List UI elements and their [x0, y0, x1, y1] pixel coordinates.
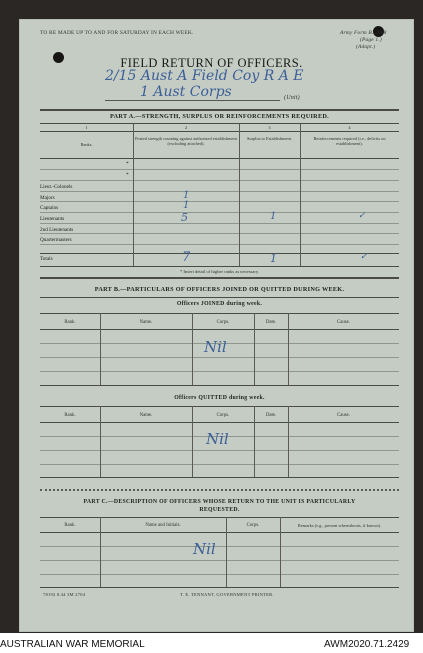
total-surplus: 1 [270, 252, 277, 265]
col-line [239, 124, 240, 266]
col-line [192, 406, 193, 477]
form-adapted: (Adapt.) [356, 44, 376, 50]
divider [40, 329, 399, 330]
row-line [40, 560, 399, 561]
part-a-footnote: * Insert detail of higher ranks as necessary. [179, 269, 260, 274]
row-line [40, 244, 399, 245]
col-name: Name. [139, 413, 153, 418]
quitted-title: Officers QUITTED during week. [174, 395, 265, 401]
total-strength: 7 [182, 250, 191, 265]
divider [40, 587, 399, 588]
col-cause: Cause. [337, 320, 350, 325]
col-line [254, 406, 255, 477]
total-reinf: ✓ [360, 252, 368, 262]
rank-label: Majors [40, 195, 55, 201]
form-page: (Page 1.) [360, 37, 382, 43]
divider [40, 253, 399, 254]
col-date: Date. [265, 320, 277, 325]
row-line [40, 180, 399, 181]
unit-handwriting-2: 1 Aust Corps [140, 84, 232, 100]
quitted-nil: Nil [206, 430, 229, 448]
divider [40, 517, 399, 518]
divider [40, 422, 399, 423]
strength-value: 1 [183, 200, 190, 211]
col-date: Date. [265, 413, 277, 418]
col-rank: Rank. [64, 320, 76, 325]
row-line [40, 223, 399, 224]
col-line [288, 313, 289, 385]
divider [40, 477, 399, 478]
perforation [40, 489, 399, 491]
col-name-initials: Name and Initials. [145, 523, 181, 528]
row-line [40, 201, 399, 202]
divider [40, 158, 399, 159]
row-line [40, 212, 399, 213]
col-header-strength: Posted strength counting against authorized establishment (excluding attached). [135, 136, 237, 146]
divider [40, 266, 399, 267]
col-cause: Cause. [337, 413, 350, 418]
row-line [40, 191, 399, 192]
col-line [100, 406, 101, 477]
totals-label: Totals [40, 256, 53, 262]
rank-label: Lieut.-Colonels [40, 184, 73, 190]
row-line [40, 450, 399, 451]
col-remarks: Remarks (e.g., present whereabouts, if known). [297, 523, 382, 528]
part-c-nil: Nil [193, 540, 216, 558]
form-number: Army Form B. 2008 [340, 30, 387, 36]
col-line [192, 313, 193, 385]
col-line [300, 124, 301, 266]
col-header-reinforcements: Reinforcements required (i.e., deficits on establishment). [313, 136, 386, 146]
col-line [288, 406, 289, 477]
rank-label: Quartermasters [40, 237, 72, 243]
row-line [40, 371, 399, 372]
col-corps: Corps. [216, 320, 230, 325]
printer-code: 78192 8.44 3M 2704 [43, 592, 86, 597]
divider [40, 385, 399, 386]
surplus-value: 1 [270, 211, 277, 222]
footer-accession: AWM2020.71.2429 [324, 639, 410, 650]
archive-footer [0, 633, 423, 653]
col-line [133, 124, 134, 266]
asterisk: * [126, 161, 129, 167]
divider [40, 297, 399, 298]
divider [40, 313, 399, 314]
strength-value: 5 [181, 211, 188, 224]
col-num-3: 3 [268, 125, 271, 130]
row-line [40, 574, 399, 575]
col-num-4: 4 [348, 125, 351, 130]
printer-name: T. E. TENNANT, GOVERNMENT PRINTER. [180, 592, 274, 597]
form-title: FIELD RETURN OF OFFICERS. [120, 56, 303, 70]
col-line [100, 517, 101, 587]
row-line [40, 464, 399, 465]
divider [40, 123, 399, 124]
rank-label: Captains [40, 205, 59, 211]
footer-institution: AUSTRALIAN WAR MEMORIAL [0, 639, 145, 650]
col-name: Name. [139, 320, 153, 325]
strength-value: 1 [183, 190, 190, 201]
asterisk: * [126, 172, 129, 178]
divider [40, 406, 399, 407]
joined-title: Officers JOINED during week. [176, 301, 263, 307]
col-num-1: 1 [85, 125, 88, 130]
unit-line [105, 100, 280, 101]
part-a-heading: PART A.—STRENGTH, SURPLUS OR REINFORCEMENTS REQUIRED. [110, 113, 329, 120]
col-header-ranks: Ranks. [80, 142, 93, 147]
col-corps: Corps. [246, 523, 260, 528]
row-line [40, 357, 399, 358]
rank-label: Lieutenants [40, 216, 65, 222]
row-line [40, 546, 399, 547]
divider [40, 277, 399, 279]
reinf-value: ✓ [358, 211, 366, 221]
col-line [280, 517, 281, 587]
joined-nil: Nil [204, 338, 227, 356]
unit-handwriting: 2/15 Aust A Field Coy R A E [105, 68, 304, 84]
rank-label: 2nd Lieutenants [40, 227, 74, 233]
col-line [254, 313, 255, 385]
row-line [40, 169, 399, 170]
col-rank: Rank. [64, 523, 76, 528]
part-b-heading: PART B.—PARTICULARS OF OFFICERS JOINED OR QUITTED DURING WEEK. [94, 286, 345, 293]
divider [40, 109, 399, 111]
form-sheet [19, 19, 414, 632]
col-rank: Rank. [64, 413, 76, 418]
col-num-2: 2 [184, 125, 188, 130]
col-line [226, 517, 227, 587]
col-header-surplus: Surplus to Establishment. [246, 136, 292, 141]
col-corps: Corps. [216, 413, 230, 418]
part-c-heading: PART C.—DESCRIPTION OF OFFICERS WHOSE RETURN TO THE UNIT IS PARTICULARLY [83, 499, 356, 505]
top-note: TO BE MADE UP TO AND FOR SATURDAY IN EACH WEEK. [40, 30, 194, 36]
divider [40, 532, 399, 533]
row-line [40, 233, 399, 234]
part-c-heading-2: REQUESTED. [199, 507, 240, 513]
unit-label: (Unit) [284, 95, 300, 101]
divider [40, 131, 399, 132]
col-line [100, 313, 101, 385]
